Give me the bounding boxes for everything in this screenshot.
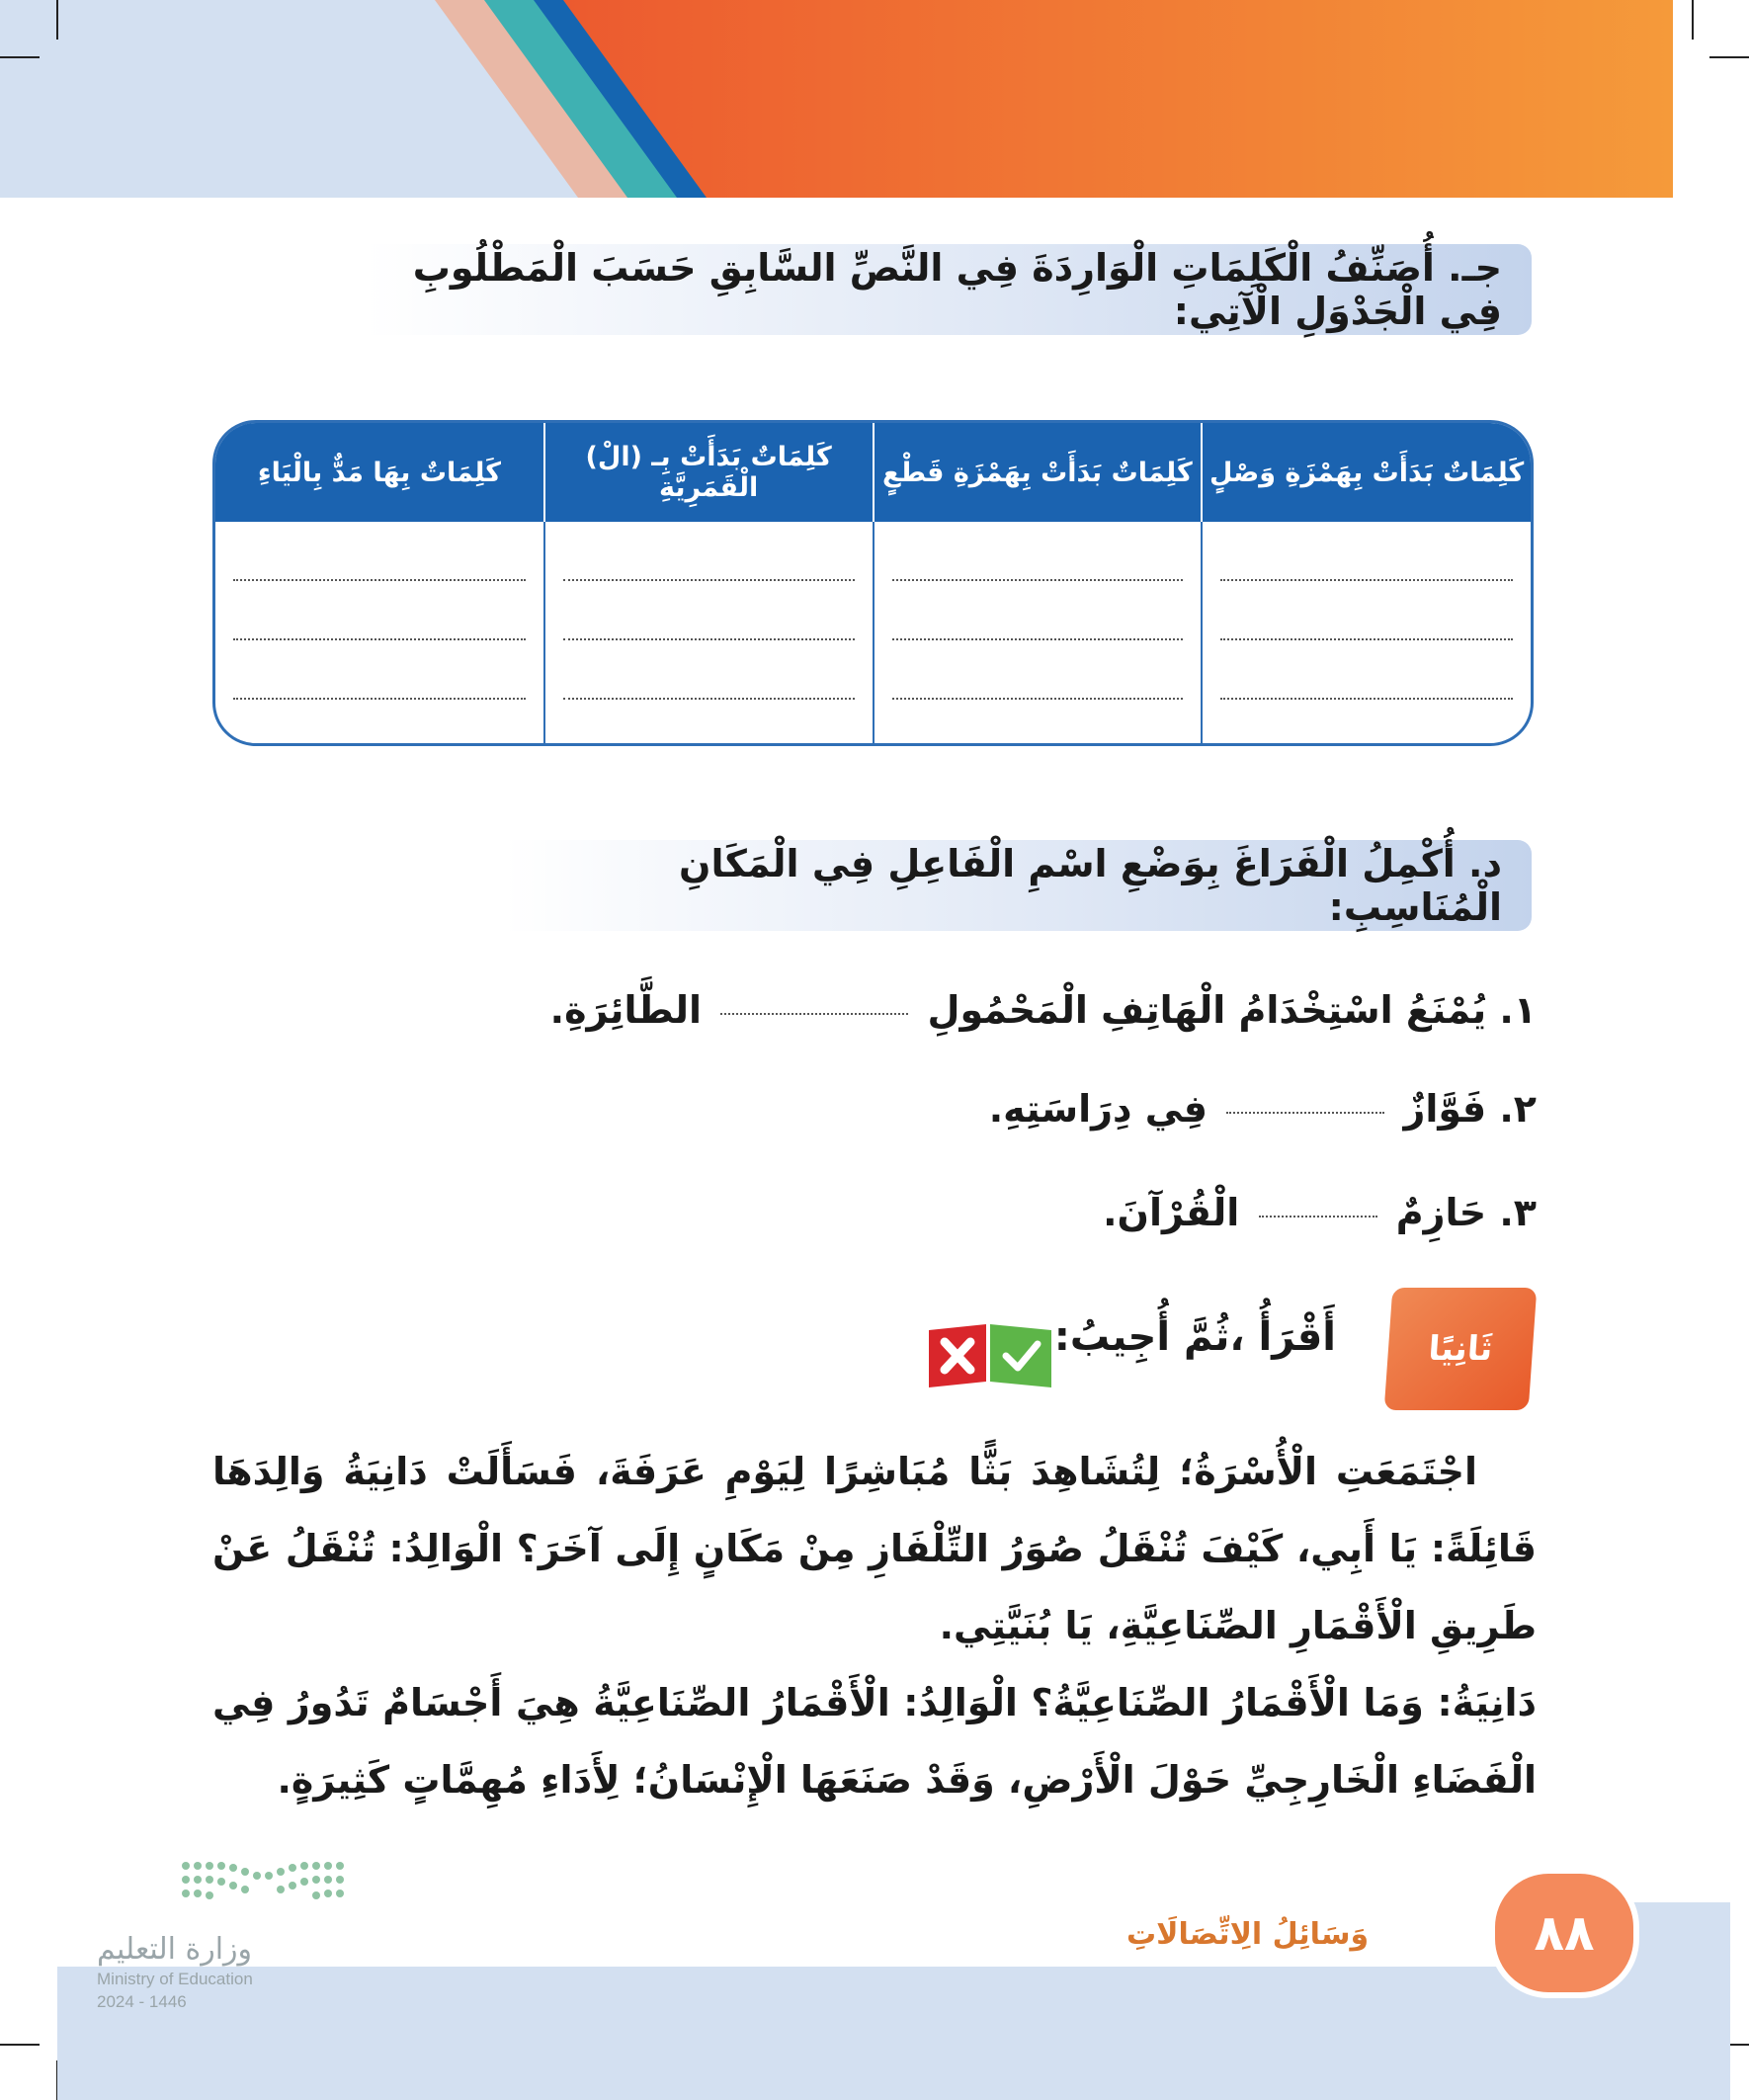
- classification-table: [212, 420, 1534, 746]
- section-badge: [1384, 1288, 1538, 1410]
- crop-mark: [0, 2044, 40, 2046]
- ministry-name-ar: وزارة التعليم: [97, 1932, 253, 1967]
- fill-item: [550, 988, 1537, 1032]
- answer-blank[interactable]: [1220, 636, 1513, 640]
- table-header: كَلِمَاتٌ بَدَأَتْ بِهَمْزَةِ وَصْلٍ: [1202, 423, 1531, 522]
- table-cell[interactable]: [874, 522, 1203, 743]
- item-number: ٢.: [1499, 1087, 1537, 1131]
- item-text-after: الطَّائِرَةِ.: [549, 988, 703, 1032]
- answer-blank[interactable]: [233, 636, 526, 640]
- answer-blank[interactable]: [720, 1011, 908, 1015]
- table-header: كَلِمَاتٌ بَدَأَتْ بِـ (الْ) الْقَمَرِيَّةِ: [544, 423, 874, 522]
- edition-year: 2024 - 1446: [97, 1992, 187, 2011]
- item-text-after: فِي دِرَاسَتِهِ.: [988, 1087, 1208, 1131]
- answer-blank[interactable]: [1220, 696, 1513, 700]
- footer-band: [57, 1967, 1730, 2100]
- answer-blank[interactable]: [1259, 1214, 1377, 1218]
- answer-blank[interactable]: [233, 577, 526, 581]
- instruction-c: [366, 244, 1532, 335]
- part-two-title: أَقْرَأُ ،ثُمَّ أُجِيبُ:: [1053, 1314, 1336, 1360]
- fill-item: [989, 1087, 1537, 1131]
- table-cell[interactable]: [544, 522, 874, 743]
- unit-title: وَسَائِلُ الِاتِّصَالَاتِ: [1126, 1917, 1370, 1952]
- instruction-d-text: د. أُكْمِلُ الْفَرَاغَ بِوَضْعِ اسْمِ الْفَاعِلِ فِي الْمَكَانِ الْمُنَاسِبِ:: [679, 842, 1502, 929]
- reading-passage: [212, 1433, 1537, 1818]
- true-false-icons: [929, 1324, 1051, 1387]
- answer-blank[interactable]: [892, 696, 1184, 700]
- answer-blank[interactable]: [563, 696, 855, 700]
- answer-blank[interactable]: [563, 577, 855, 581]
- answer-blank[interactable]: [563, 636, 855, 640]
- item-text-before: حَازِمٌ: [1395, 1191, 1487, 1234]
- table-header: كَلِمَاتٌ بِهَا مَدٌّ بِالْيَاءِ: [215, 423, 544, 522]
- table-header: كَلِمَاتٌ بَدَأَتْ بِهَمْزَةِ قَطْعٍ: [874, 423, 1203, 522]
- item-text-before: فَوَّازٌ: [1403, 1087, 1487, 1131]
- instruction-c-text: جـ. أُصَنِّفُ الْكَلِمَاتِ الْوَارِدَةَ فِي النَّصِّ السَّابِقِ حَسَبَ الْمَطْلُوبِ فِي الْجَدْوَلِ الْآتِي:: [412, 246, 1502, 333]
- page-number: ٨٨: [1489, 1868, 1639, 1998]
- ministry-logo-icon: [178, 1858, 356, 1907]
- item-number: ٣.: [1499, 1191, 1537, 1234]
- answer-blank[interactable]: [892, 577, 1184, 581]
- passage-paragraph: اجْتَمَعَتِ الْأُسْرَةُ؛ لِتُشَاهِدَ بَثًّا مُبَاشِرًا لِيَوْمِ عَرَفَةَ، فَسَأَلَتْ دَانِيَةُ وَالِدَهَا قَائِلَةً: يَا أَبِي، كَيْفَ تُنْقَلُ صُوَرُ التِّلْفَازِ مِنْ مَكَانٍ إِلَى آخَرَ؟ الْوَالِدُ: تُنْقَلُ عَنْ طَرِيقِ الْأَقْمَارِ الصِّنَاعِيَّةِ، يَا بُنَيَّتِي.: [212, 1450, 1537, 1647]
- check-icon: [990, 1324, 1051, 1387]
- answer-blank[interactable]: [233, 696, 526, 700]
- item-number: ١.: [1499, 988, 1537, 1032]
- answer-blank[interactable]: [1220, 577, 1513, 581]
- crop-mark: [1709, 56, 1749, 58]
- instruction-d: [504, 840, 1532, 931]
- section-badge-label: ثَانِيًا: [1427, 1329, 1494, 1369]
- answer-blank[interactable]: [892, 636, 1184, 640]
- crop-mark: [1692, 0, 1694, 40]
- passage-paragraph: دَانِيَةُ: وَمَا الْأَقْمَارُ الصِّنَاعِيَّةُ؟ الْوَالِدُ: الْأَقْمَارُ الصِّنَاعِيَّةُ هِيَ أَجْسَامٌ تَدُورُ فِي الْفَضَاءِ الْخَارِجِيِّ حَوْلَ الْأَرْضِ، وَقَدْ صَنَعَهَا الْإِنْسَانُ؛ لِأَدَاءِ مُهِمَّاتٍ كَثِيرَةٍ.: [212, 1681, 1537, 1802]
- fill-item: [1103, 1191, 1537, 1234]
- ministry-name-en: Ministry of Education: [97, 1970, 253, 1988]
- answer-blank[interactable]: [1226, 1110, 1384, 1114]
- table-cell[interactable]: [1202, 522, 1531, 743]
- item-text-before: يُمْنَعُ اسْتِخْدَامُ الْهَاتِفِ الْمَحْمُولِ: [927, 988, 1487, 1032]
- table-cell[interactable]: [215, 522, 544, 743]
- header-banner: [0, 0, 1673, 198]
- item-text-after: الْقُرْآنَ.: [1103, 1191, 1240, 1234]
